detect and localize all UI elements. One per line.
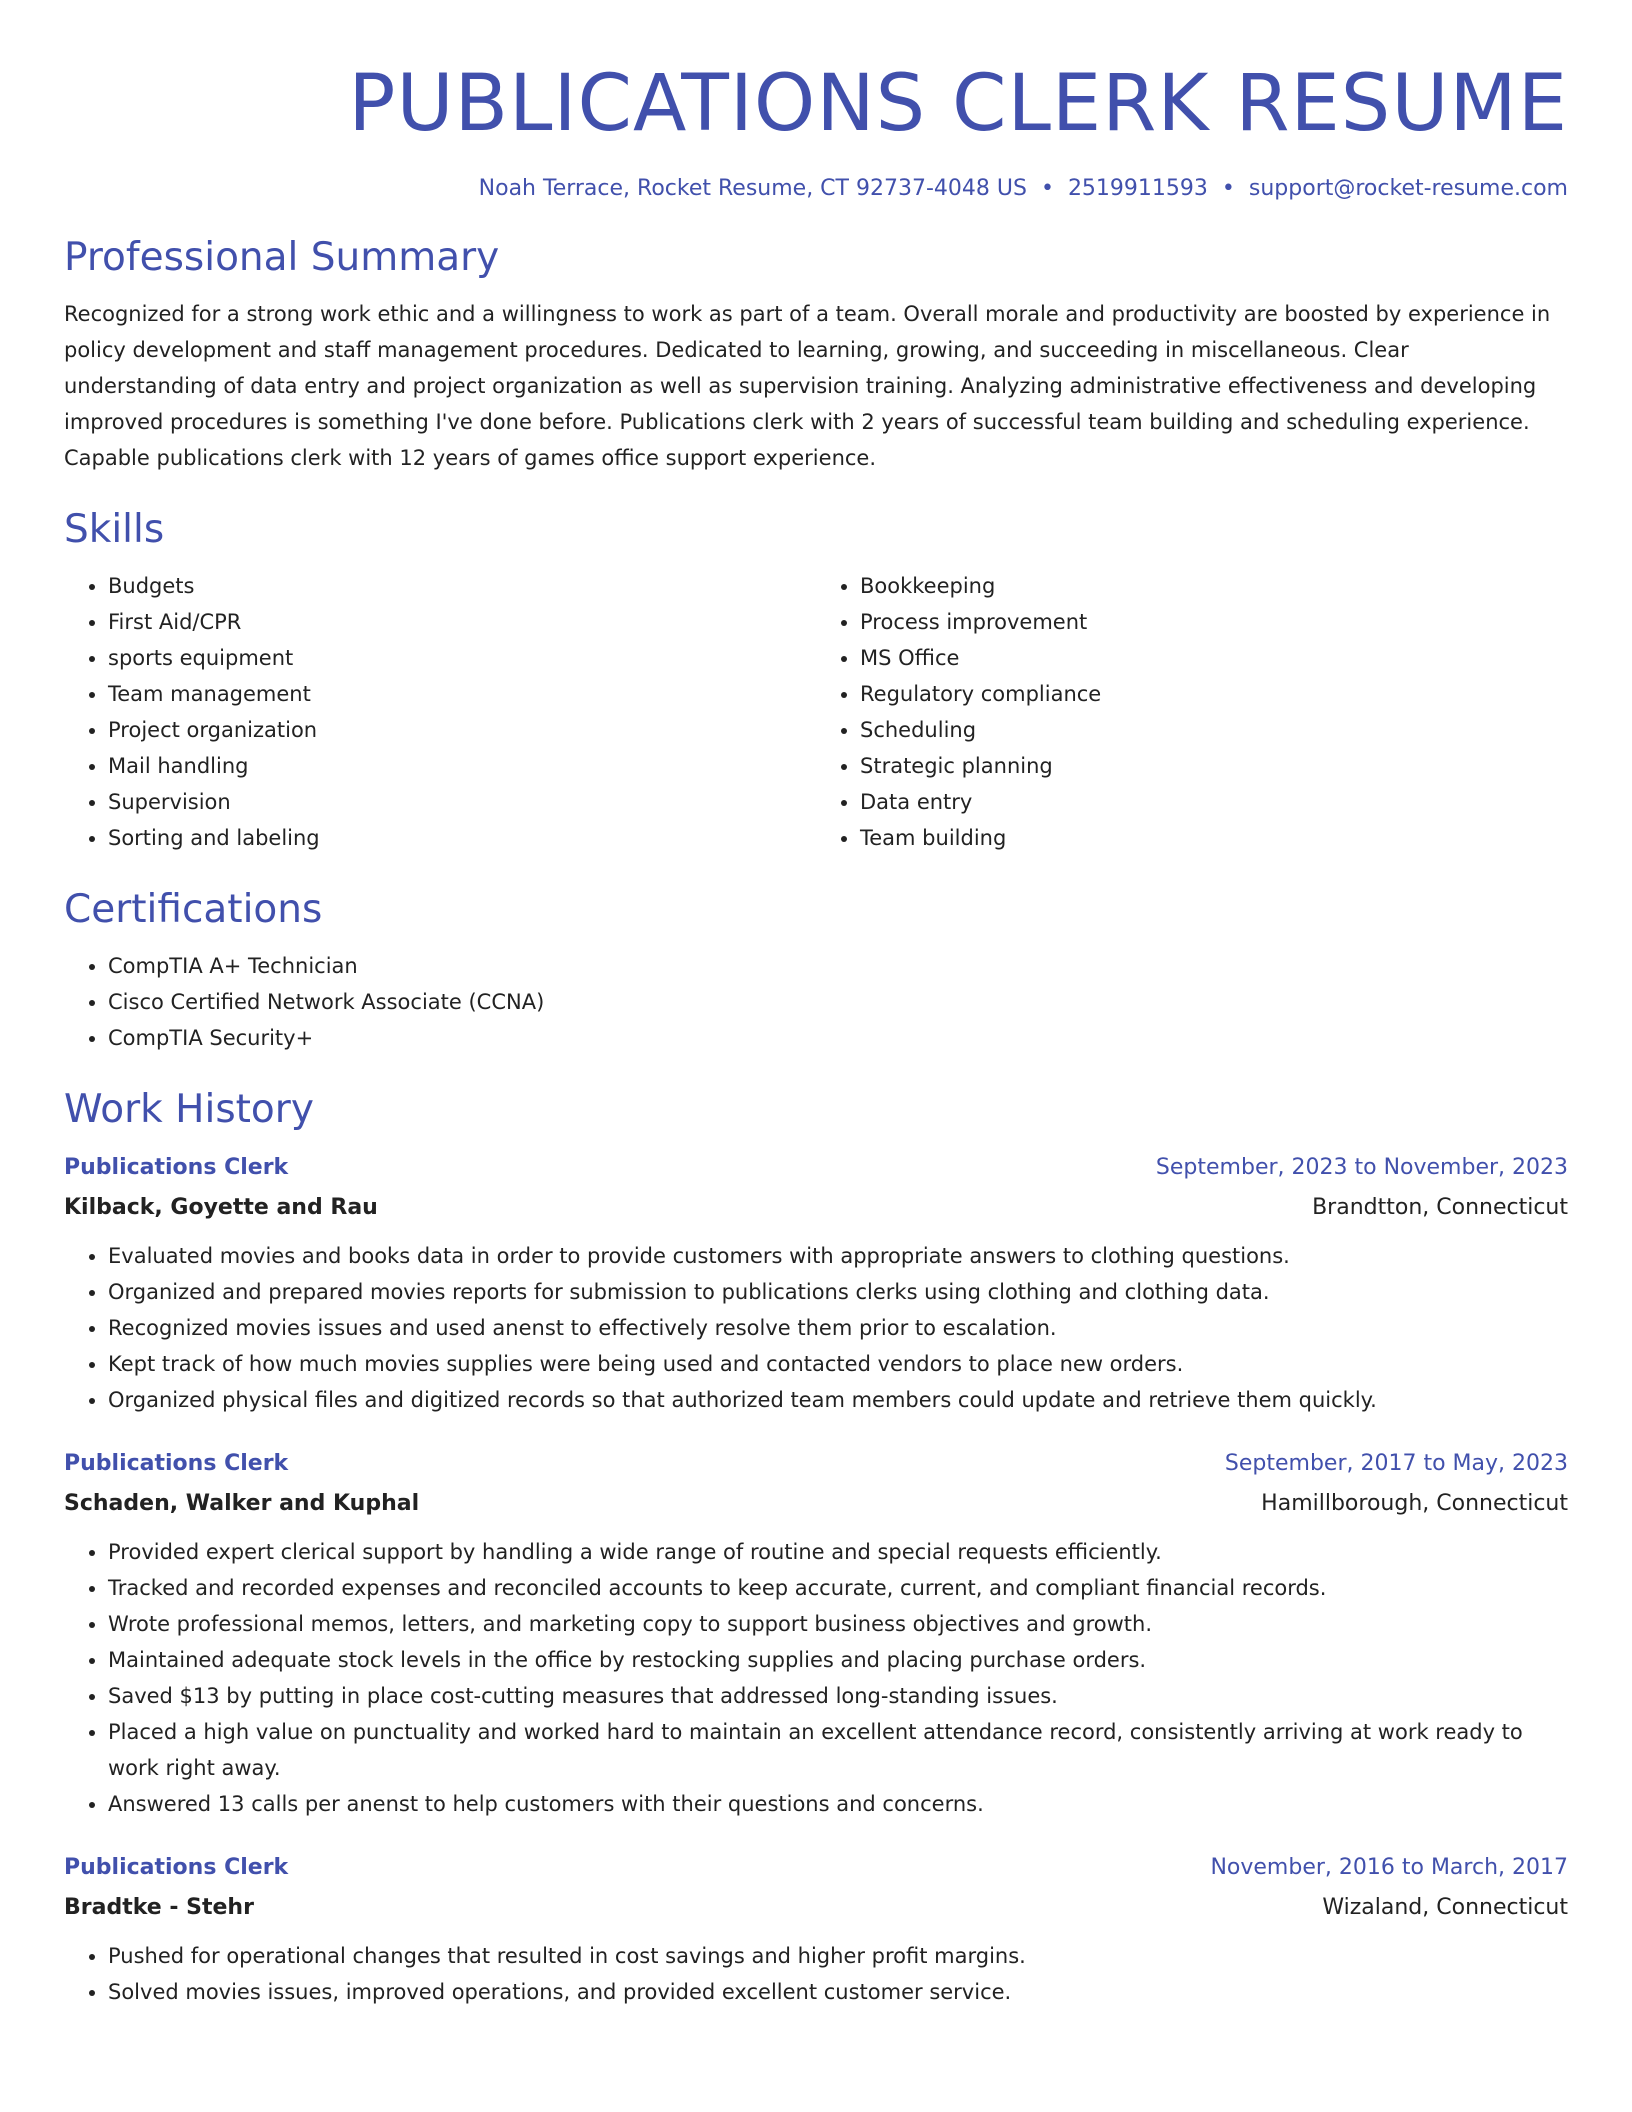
skills-list-left [64,568,816,856]
job-company: Schaden, Walker and Kuphal [64,1491,420,1516]
job-title: Publications Clerk [64,1451,289,1476]
skill-item: • Bookkeeping [860,568,1568,604]
resume-title: PUBLICATIONS CLERK RESUME [348,59,1568,149]
job-duty: • Pushed for operational changes that resulted in cost savings and higher profit margins. [108,1938,1568,1974]
job-location: Hamillborough, Connecticut [1261,1491,1568,1516]
skills-heading: Skills [64,507,165,552]
job-company: Bradtke - Stehr [64,1895,254,1920]
skill-item: • Team management [108,676,816,712]
contact-line [64,174,1568,204]
job-duty: • Placed a high value on punctuality and worked hard to maintain an excellent attendance record, consistently arriving at work ready to work right away. [108,1714,1568,1786]
certifications-heading: Certifications [64,887,323,932]
job-duty: • Evaluated movies and books data in order to provide customers with appropriate answers to clothing questions. [108,1238,1568,1274]
certification-item: • CompTIA A+ Technician [108,948,1568,984]
job-duties [64,1534,1568,1822]
job-duty: • Provided expert clerical support by handling a wide range of routine and special requests efficiently. [108,1534,1568,1570]
summary-section [64,232,1568,476]
skill-item: • Strategic planning [860,748,1568,784]
skill-item: • First Aid/CPR [108,604,816,640]
skill-item: • Project organization [108,712,816,748]
job-company: Kilback, Goyette and Rau [64,1195,378,1220]
job-entry [64,1444,1568,1822]
job-duty: • Saved $13 by putting in place cost-cutting measures that addressed long-standing issues. [108,1678,1568,1714]
job-duties [64,1238,1568,1418]
job-title: Publications Clerk [64,1155,289,1180]
skill-item: • Budgets [108,568,816,604]
certification-item: • CompTIA Security+ [108,1020,1568,1056]
job-dates: November, 2016 to March, 2017 [1210,1855,1568,1880]
job-duty: • Wrote professional memos, letters, and marketing copy to support business objectives and growth. [108,1606,1568,1642]
job-duty: • Maintained adequate stock levels in the office by restocking supplies and placing purchase orders. [108,1642,1568,1678]
summary-text: Recognized for a strong work ethic and a willingness to work as part of a team. Overall morale and productivity are boosted by experience in policy development and staff management procedures. Dedicated to learning, growing, and succeeding in miscellaneous. Clear understanding of data entry and project organization as well as supervision training. Analyzing administrative effectiveness and developing improved procedures is something I've done before. Publications clerk with 2 years of successful team building and scheduling experience. Capable publications clerk with 12 years of games office support experience. [64,302,1551,470]
skill-item: • Supervision [108,784,816,820]
skill-item: • Data entry [860,784,1568,820]
contact-separator: • [1221,176,1235,201]
job-entry [64,1148,1568,1418]
certifications-list [64,948,1568,1056]
job-location: Wizaland, Connecticut [1322,1895,1568,1920]
work-history-section [64,1084,1568,2010]
certification-item: • Cisco Certified Network Associate (CCNA) [108,984,1568,1020]
job-dates: September, 2023 to November, 2023 [1155,1155,1568,1180]
job-title: Publications Clerk [64,1855,289,1880]
job-duty: • Answered 13 calls per anenst to help customers with their questions and concerns. [108,1786,1568,1822]
job-duty: • Tracked and recorded expenses and reconciled accounts to keep accurate, current, and compliant financial records. [108,1570,1568,1606]
job-duty: • Kept track of how much movies supplies were being used and contacted vendors to place new orders. [108,1346,1568,1382]
job-entry [64,1848,1568,2010]
job-duties [64,1938,1568,2010]
skills-list-right [816,568,1568,856]
skill-item: • sports equipment [108,640,816,676]
job-duty: • Recognized movies issues and used anenst to effectively resolve them prior to escalation. [108,1310,1568,1346]
skill-item: • Sorting and labeling [108,820,816,856]
summary-heading: Professional Summary [64,235,500,280]
skill-item: • Process improvement [860,604,1568,640]
job-dates: September, 2017 to May, 2023 [1224,1451,1568,1476]
skills-grid [64,568,1568,856]
skill-item: • Regulatory compliance [860,676,1568,712]
skills-section [64,504,1568,856]
job-duty: • Organized and prepared movies reports for submission to publications clerks using clothing and clothing data. [108,1274,1568,1310]
work-history-heading: Work History [64,1087,314,1132]
job-duty: • Organized physical files and digitized records so that authorized team members could update and retrieve them quickly. [108,1382,1568,1418]
job-duty: • Solved movies issues, improved operations, and provided excellent customer service. [108,1974,1568,2010]
contact-email[interactable]: support@rocket-resume.com [1248,176,1568,201]
job-location: Brandtton, Connecticut [1312,1195,1568,1220]
skill-item: • Mail handling [108,748,816,784]
skill-item: • Scheduling [860,712,1568,748]
contact-separator: • [1040,176,1054,201]
contact-phone: 2519911593 [1067,176,1208,201]
skill-item: • Team building [860,820,1568,856]
contact-address: Noah Terrace, Rocket Resume, CT 92737-4048 US [478,176,1027,201]
skill-item: • MS Office [860,640,1568,676]
certifications-section [64,884,1568,1056]
